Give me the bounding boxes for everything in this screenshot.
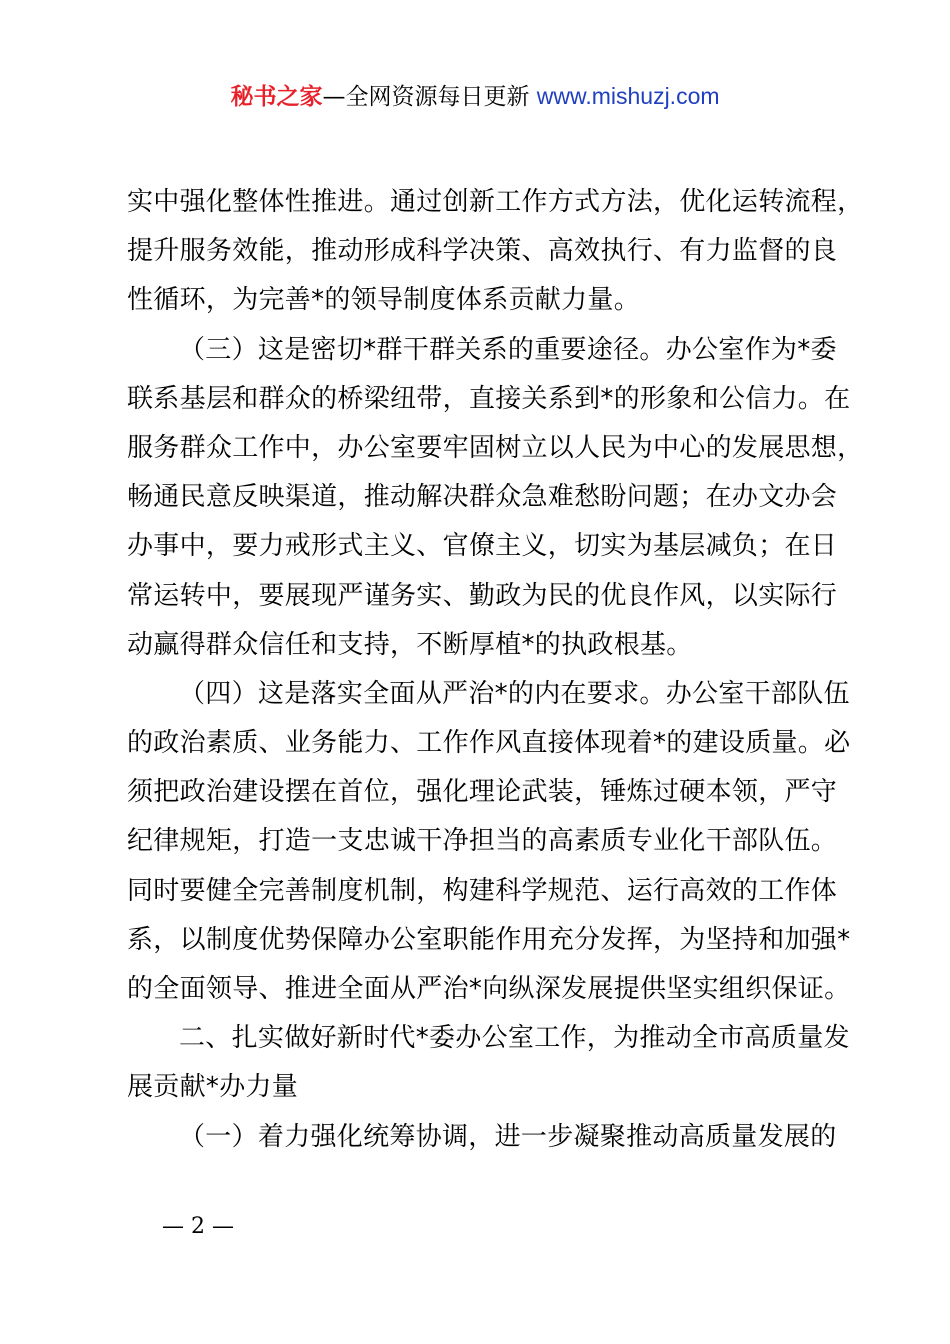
text-line-7: 畅通民意反映渠道，推动解决群众急难愁盼问题；在办文办会 [127, 482, 838, 513]
page-number: — 2 — [162, 1214, 234, 1239]
paragraph-start-4: （四）这是落实全面从严治*的内在要求。办公室干部队伍 [179, 678, 850, 709]
text-line-17: 的全面领导、推进全面从严治*向纵深发展提供坚实组织保证。 [127, 974, 851, 1004]
text-line-13: 须把政治建设摆在首位，强化理论武装，锤炼过硬本领，严守 [127, 777, 838, 808]
text-line-12: 的政治素质、业务能力、工作作风直接体现着*的建设质量。必 [127, 728, 851, 759]
site-url-link[interactable]: www.mishuzj.com [536, 83, 720, 109]
text-line-16: 系，以制度优势保障办公室职能作用充分发挥，为坚持和加强* [127, 924, 851, 955]
text-line-1: 实中强化整体性推进。通过创新工作方式方法，优化运转流程， [127, 187, 864, 217]
text-line-3: 性循环，为完善*的领导制度体系贡献力量。 [127, 285, 641, 316]
text-line-5: 联系基层和群众的桥梁纽带，直接关系到*的形象和公信力。在 [127, 383, 851, 414]
text-line-6: 服务群众工作中，办公室要牢固树立以人民为中心的发展思想， [127, 432, 864, 463]
section-heading-2: 二、扎实做好新时代*委办公室工作，为推动全市高质量发 [179, 1023, 850, 1054]
text-line-19: 展贡献*办力量 [127, 1072, 299, 1103]
paragraph-start-3: （三）这是密切*群干群关系的重要途径。办公室作为*委 [179, 334, 837, 365]
site-header [0, 80, 950, 113]
site-brand: 秘书之家 [230, 84, 323, 110]
text-line-2: 提升服务效能，推动形成科学决策、高效执行、有力监督的良 [127, 236, 838, 267]
text-line-15: 同时要健全完善制度机制，构建科学规范、运行高效的工作体 [127, 875, 838, 906]
text-line-9: 常运转中，要展现严谨务实、勤政为民的优良作风，以实际行 [127, 580, 838, 611]
text-line-10: 动赢得群众信任和支持，不断厚植*的执政根基。 [127, 629, 693, 660]
site-tagline: —全网资源每日更新 [322, 84, 530, 110]
document-body [127, 178, 864, 1162]
text-line-14: 纪律规矩，打造一支忠诚干净担当的高素质专业化干部队伍。 [127, 826, 838, 857]
text-line-8: 办事中，要力戒形式主义、官僚主义，切实为基层减负；在日 [127, 531, 838, 562]
paragraph-start-2-1: （一）着力强化统筹协调，进一步凝聚推动高质量发展的 [179, 1121, 837, 1152]
